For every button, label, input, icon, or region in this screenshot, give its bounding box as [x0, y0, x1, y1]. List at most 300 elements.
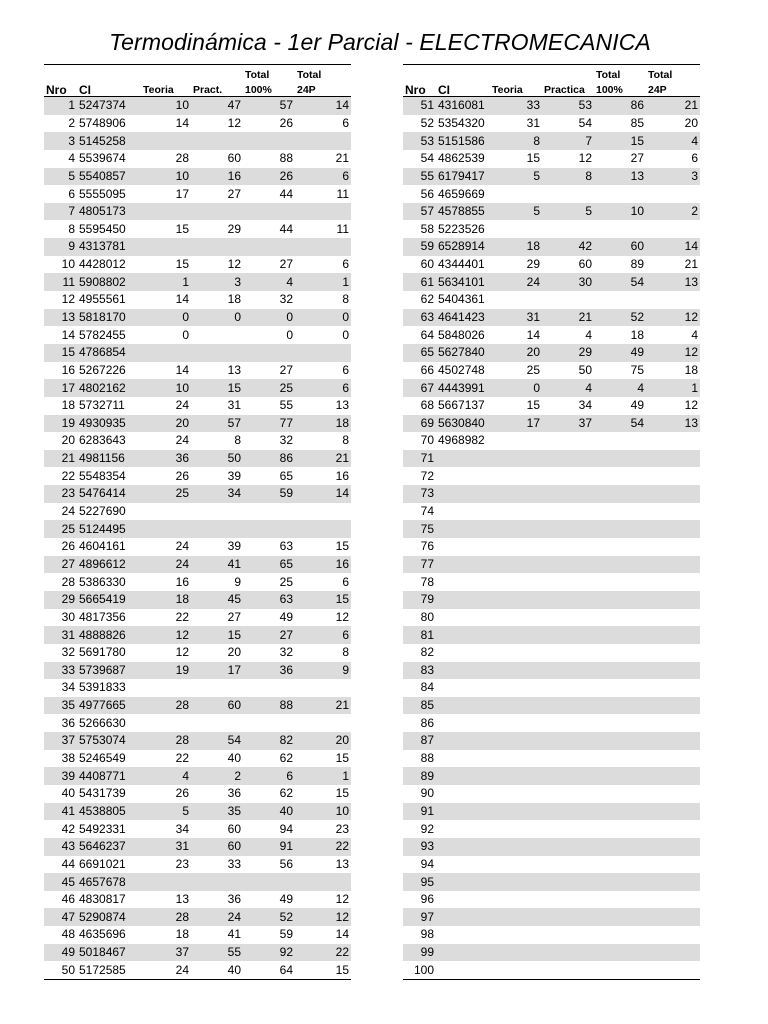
table-row — [403, 803, 700, 821]
cell-teoria — [490, 556, 542, 574]
cell-practica: 37 — [542, 415, 594, 433]
cell-practica: 18 — [227, 292, 241, 307]
cell-total100: 4 — [594, 379, 646, 397]
table-row — [44, 168, 351, 186]
table-row — [403, 379, 700, 397]
cell-total24 — [646, 520, 700, 538]
cell-total24: 4 — [646, 132, 700, 150]
cell-nro: 29 — [44, 591, 77, 609]
cell-practica: 13 — [227, 362, 241, 377]
cell-nro: 66 — [420, 362, 434, 377]
cell-teoria — [490, 750, 542, 768]
cell-nro: 89 — [403, 767, 436, 785]
table-row — [403, 750, 700, 768]
cell-total24: 14 — [335, 927, 349, 942]
cell-nro: 12 — [61, 292, 75, 307]
cell-ci — [436, 961, 490, 979]
cell-nro: 58 — [420, 221, 434, 236]
table-row — [44, 961, 351, 979]
table-row — [403, 573, 700, 591]
table-row — [44, 538, 351, 556]
cell-nro: 93 — [403, 838, 436, 856]
table-row — [403, 856, 700, 874]
cell-nro: 91 — [403, 803, 436, 821]
cell-practica — [191, 344, 243, 362]
cell-teoria: 33 — [490, 97, 542, 115]
table-row — [44, 556, 351, 574]
cell-total100 — [594, 644, 646, 662]
cell-teoria — [490, 573, 542, 591]
cell-nro: 87 — [403, 732, 436, 750]
cell-teoria — [490, 467, 542, 485]
cell-total100 — [243, 238, 295, 256]
cell-ci: 5246549 — [79, 751, 126, 766]
table-row — [403, 132, 700, 150]
cell-practica: 12 — [227, 115, 241, 130]
cell-ci: 4896612 — [77, 556, 141, 574]
cell-total24 — [295, 344, 351, 362]
cell-teoria: 24 — [141, 556, 191, 574]
cell-total100: 49 — [279, 892, 293, 907]
cell-practica — [191, 503, 243, 521]
cell-total24: 21 — [295, 697, 351, 715]
cell-total24 — [295, 714, 351, 732]
table-row — [403, 679, 700, 697]
cell-nro: 28 — [61, 574, 75, 589]
cell-ci: 5630840 — [436, 415, 490, 433]
cell-teoria: 10 — [141, 168, 191, 186]
cell-teoria — [490, 856, 542, 874]
cell-total24: 21 — [646, 97, 700, 115]
cell-ci: 4316081 — [436, 97, 490, 115]
cell-total24: 21 — [684, 257, 698, 272]
cell-total24: 1 — [646, 379, 700, 397]
cell-ci: 6283643 — [79, 433, 126, 448]
cell-total24: 13 — [646, 415, 700, 433]
cell-practica: 29 — [542, 344, 594, 362]
cell-ci: 4659669 — [438, 186, 485, 201]
cell-ci: 4968982 — [438, 433, 485, 448]
cell-nro: 72 — [420, 468, 434, 483]
table-row — [403, 291, 700, 309]
cell-practica — [542, 697, 594, 715]
cell-total24: 10 — [295, 803, 351, 821]
cell-total24 — [646, 714, 700, 732]
cell-ci — [436, 485, 490, 503]
table-row — [44, 309, 351, 327]
cell-practica — [542, 450, 594, 468]
cell-teoria: 20 — [141, 415, 191, 433]
cell-nro: 55 — [403, 168, 436, 186]
cell-practica — [191, 873, 243, 891]
table-row — [44, 820, 351, 838]
cell-ci: 5634101 — [436, 273, 490, 291]
cell-total24: 12 — [684, 398, 698, 413]
cell-teoria — [141, 203, 191, 221]
cell-ci: 4502748 — [438, 362, 485, 377]
cell-total100: 63 — [279, 539, 293, 554]
cell-nro: 23 — [44, 485, 77, 503]
cell-total100: 27 — [243, 626, 295, 644]
cell-total24: 8 — [342, 645, 349, 660]
cell-total24: 6 — [342, 362, 349, 377]
cell-teoria: 23 — [175, 856, 189, 871]
cell-teoria — [490, 908, 542, 926]
cell-nro: 3 — [44, 132, 77, 150]
table-row — [403, 503, 700, 521]
cell-ci: 4578855 — [436, 203, 490, 221]
cell-total100 — [594, 785, 646, 803]
cell-total100: 18 — [630, 327, 644, 342]
cell-teoria: 1 — [141, 273, 191, 291]
cell-practica — [542, 291, 594, 309]
cell-nro: 67 — [403, 379, 436, 397]
col-practica: Practica — [544, 84, 585, 96]
cell-ci — [436, 714, 490, 732]
cell-teoria: 19 — [141, 662, 191, 680]
cell-ci: 5595450 — [79, 221, 126, 236]
cell-nro: 44 — [61, 856, 75, 871]
cell-total24 — [646, 485, 700, 503]
cell-ci: 5386330 — [79, 574, 126, 589]
cell-nro: 50 — [61, 962, 75, 977]
cell-total100: 88 — [243, 697, 295, 715]
cell-total100 — [594, 662, 646, 680]
cell-teoria — [490, 785, 542, 803]
cell-total100: 94 — [279, 821, 293, 836]
header-row-bottom — [403, 81, 700, 97]
col-total24-top: Total — [297, 69, 322, 81]
cell-teoria — [490, 609, 542, 627]
col-total100-bottom: 100% — [596, 84, 623, 96]
cell-total24 — [646, 697, 700, 715]
cell-total24: 12 — [335, 892, 349, 907]
table-row — [44, 926, 351, 944]
cell-practica: 31 — [227, 398, 241, 413]
cell-teoria — [490, 767, 542, 785]
table-row — [44, 714, 351, 732]
cell-teoria: 13 — [175, 892, 189, 907]
cell-practica — [191, 326, 243, 344]
cell-total24: 21 — [295, 450, 351, 468]
cell-ci — [436, 803, 490, 821]
cell-practica: 12 — [227, 257, 241, 272]
cell-ci: 4977665 — [77, 697, 141, 715]
cell-total24: 15 — [335, 786, 349, 801]
cell-total100 — [594, 803, 646, 821]
cell-teoria — [490, 926, 542, 944]
cell-total100: 89 — [630, 257, 644, 272]
cell-total100 — [594, 873, 646, 891]
cell-total100: 32 — [279, 433, 293, 448]
cell-total100 — [594, 856, 646, 874]
table-row — [403, 467, 700, 485]
cell-nro: 40 — [61, 786, 75, 801]
table-row — [44, 432, 351, 450]
cell-teoria: 5 — [141, 803, 191, 821]
table-row — [403, 97, 700, 115]
table-row — [403, 432, 700, 450]
table-row — [403, 168, 700, 186]
cell-total100: 86 — [243, 450, 295, 468]
col-total24-top: Total — [648, 69, 673, 81]
cell-total100 — [594, 908, 646, 926]
cell-teoria: 28 — [141, 697, 191, 715]
cell-ci: 6528914 — [436, 238, 490, 256]
cell-teoria: 22 — [175, 609, 189, 624]
cell-teoria — [490, 891, 542, 909]
cell-total100: 88 — [279, 151, 293, 166]
cell-nro: 5 — [44, 168, 77, 186]
cell-nro: 70 — [420, 433, 434, 448]
cell-nro: 77 — [403, 556, 436, 574]
table-row — [403, 820, 700, 838]
cell-teoria: 18 — [490, 238, 542, 256]
cell-teoria: 31 — [490, 309, 542, 327]
cell-total100 — [594, 185, 646, 203]
table-body-left — [44, 97, 351, 980]
table-row — [44, 150, 351, 168]
cell-nro: 88 — [420, 751, 434, 766]
cell-practica: 57 — [191, 415, 243, 433]
table-row — [44, 662, 351, 680]
cell-ci: 5782455 — [79, 327, 126, 342]
col-ci: CI — [79, 83, 91, 97]
cell-practica: 60 — [578, 257, 592, 272]
table-row — [403, 238, 700, 256]
cell-ci — [436, 520, 490, 538]
cell-nro: 47 — [44, 908, 77, 926]
table-row — [403, 309, 700, 327]
cell-ci: 4408771 — [77, 767, 141, 785]
cell-total100: 85 — [630, 115, 644, 130]
table-row — [44, 609, 351, 627]
table-row — [44, 415, 351, 433]
cell-ci: 5391833 — [79, 680, 126, 695]
cell-teoria: 26 — [175, 786, 189, 801]
cell-total100: 60 — [594, 238, 646, 256]
cell-total24: 16 — [335, 468, 349, 483]
cell-ci: 5431739 — [79, 786, 126, 801]
cell-ci: 5018467 — [77, 944, 141, 962]
cell-ci: 4862539 — [438, 151, 485, 166]
cell-total100: 55 — [279, 398, 293, 413]
cell-total100: 25 — [243, 379, 295, 397]
cell-practica — [542, 838, 594, 856]
cell-ci: 4830817 — [79, 892, 126, 907]
cell-ci: 5818170 — [77, 309, 141, 327]
cell-teoria: 26 — [175, 468, 189, 483]
cell-practica — [191, 203, 243, 221]
cell-nro: 6 — [68, 186, 75, 201]
cell-nro: 38 — [61, 751, 75, 766]
cell-teoria — [490, 714, 542, 732]
cell-total24: 4 — [691, 327, 698, 342]
cell-practica: 45 — [191, 591, 243, 609]
cell-practica: 39 — [227, 539, 241, 554]
cell-nro: 84 — [420, 680, 434, 695]
cell-practica — [191, 238, 243, 256]
table-row — [403, 415, 700, 433]
cell-nro: 2 — [68, 115, 75, 130]
cell-teoria: 24 — [175, 962, 189, 977]
cell-nro: 69 — [403, 415, 436, 433]
cell-total100 — [594, 520, 646, 538]
cell-total24 — [646, 662, 700, 680]
cell-total100 — [594, 591, 646, 609]
table-row — [403, 591, 700, 609]
cell-practica — [542, 626, 594, 644]
cell-practica: 2 — [191, 767, 243, 785]
cell-ci: 5145258 — [77, 132, 141, 150]
cell-ci: 5540857 — [77, 168, 141, 186]
cell-total24: 20 — [684, 115, 698, 130]
cell-ci — [436, 908, 490, 926]
cell-total100 — [594, 820, 646, 838]
cell-total24: 6 — [295, 626, 351, 644]
cell-teoria — [490, 679, 542, 697]
cell-total100 — [594, 573, 646, 591]
cell-teoria: 5 — [490, 203, 542, 221]
cell-ci: 5354320 — [438, 115, 485, 130]
cell-practica: 60 — [191, 838, 243, 856]
cell-total24 — [646, 503, 700, 521]
table-row — [44, 220, 351, 238]
cell-total24: 12 — [295, 908, 351, 926]
cell-teoria — [490, 520, 542, 538]
cell-ci: 5492331 — [79, 821, 126, 836]
cell-practica — [191, 520, 243, 538]
cell-total100: 10 — [594, 203, 646, 221]
table-row — [403, 220, 700, 238]
cell-practica — [542, 856, 594, 874]
cell-total100: 49 — [594, 344, 646, 362]
cell-total100: 54 — [594, 415, 646, 433]
cell-total100 — [594, 609, 646, 627]
cell-total24 — [646, 926, 700, 944]
cell-nro: 32 — [61, 645, 75, 660]
cell-total100: 56 — [279, 856, 293, 871]
cell-total100 — [594, 891, 646, 909]
cell-teoria: 25 — [526, 362, 540, 377]
cell-teoria: 5 — [490, 168, 542, 186]
table-row — [44, 520, 351, 538]
col-ci: CI — [438, 83, 450, 97]
cell-total24: 14 — [295, 97, 351, 115]
cell-ci — [436, 944, 490, 962]
cell-nro: 90 — [420, 786, 434, 801]
cell-practica: 36 — [227, 786, 241, 801]
cell-nro: 33 — [44, 662, 77, 680]
cell-teoria — [141, 344, 191, 362]
cell-nro: 51 — [403, 97, 436, 115]
cell-total24: 1 — [295, 273, 351, 291]
cell-total100: 44 — [279, 221, 293, 236]
cell-total100 — [243, 520, 295, 538]
cell-ci: 5404361 — [438, 292, 485, 307]
table-row — [403, 256, 700, 274]
cell-total100 — [594, 926, 646, 944]
cell-ci: 4888826 — [77, 626, 141, 644]
cell-practica — [542, 820, 594, 838]
cell-nro: 9 — [44, 238, 77, 256]
cell-ci — [436, 556, 490, 574]
cell-total24 — [646, 732, 700, 750]
cell-teoria: 29 — [526, 257, 540, 272]
table-row — [44, 273, 351, 291]
cell-total100 — [594, 626, 646, 644]
cell-practica: 24 — [191, 908, 243, 926]
cell-ci: 4635696 — [79, 927, 126, 942]
cell-total100 — [594, 767, 646, 785]
cell-nro: 85 — [403, 697, 436, 715]
cell-ci — [436, 626, 490, 644]
cell-total100: 25 — [279, 574, 293, 589]
cell-total100: 15 — [594, 132, 646, 150]
cell-practica — [542, 591, 594, 609]
cell-practica: 27 — [227, 186, 241, 201]
cell-nro: 97 — [403, 908, 436, 926]
cell-practica — [542, 785, 594, 803]
cell-total24: 0 — [295, 309, 351, 327]
cell-nro: 62 — [420, 292, 434, 307]
cell-total100 — [594, 556, 646, 574]
table-row — [403, 662, 700, 680]
cell-total24: 6 — [342, 257, 349, 272]
cell-ci: 5172585 — [79, 962, 126, 977]
cell-total100: 32 — [279, 645, 293, 660]
cell-teoria — [490, 697, 542, 715]
cell-nro: 74 — [420, 504, 434, 519]
header-row-top — [403, 65, 700, 82]
cell-total24: 15 — [335, 962, 349, 977]
cell-total100 — [594, 714, 646, 732]
cell-total100: 27 — [630, 151, 644, 166]
table-row — [44, 679, 351, 697]
cell-practica: 12 — [578, 151, 592, 166]
cell-total100 — [594, 450, 646, 468]
cell-total24: 1 — [295, 767, 351, 785]
table-row — [403, 538, 700, 556]
cell-total24 — [646, 291, 700, 309]
cell-total24 — [295, 238, 351, 256]
cell-teoria — [490, 591, 542, 609]
cell-ci: 5151586 — [436, 132, 490, 150]
table-row — [403, 873, 700, 891]
cell-nro: 39 — [44, 767, 77, 785]
cell-practica: 4 — [585, 327, 592, 342]
cell-total100: 0 — [243, 309, 295, 327]
cell-practica — [542, 538, 594, 556]
cell-ci: 4805173 — [77, 203, 141, 221]
cell-total24 — [646, 626, 700, 644]
cell-total100 — [243, 344, 295, 362]
cell-total24: 6 — [342, 115, 349, 130]
cell-ci: 5539674 — [79, 151, 126, 166]
table-row — [44, 503, 351, 521]
cell-ci — [436, 750, 490, 768]
cell-ci: 5691780 — [79, 645, 126, 660]
col-total24-bottom: 24P — [297, 84, 316, 96]
cell-total24: 6 — [295, 379, 351, 397]
cell-total24: 18 — [684, 362, 698, 377]
cell-total24 — [646, 609, 700, 627]
cell-practica — [542, 926, 594, 944]
cell-total100 — [243, 503, 295, 521]
table-row — [403, 203, 700, 221]
cell-teoria — [141, 503, 191, 521]
cell-nro: 18 — [61, 398, 75, 413]
